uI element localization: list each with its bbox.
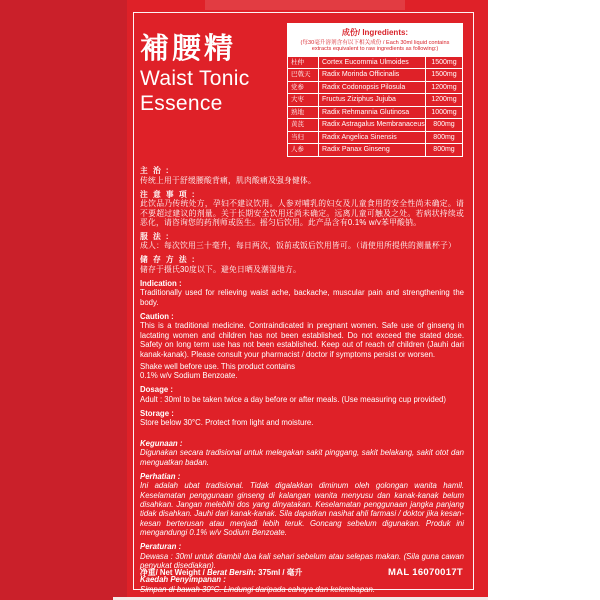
ingredient-name-chinese: 党参 [288,82,319,94]
section-caution-en [140,312,464,381]
section-heading: 服 法 : [140,231,171,241]
section-heading: Perhatian : [140,471,181,481]
ingredient-name-chinese: 巴戟天 [288,69,319,81]
table-row [288,93,462,106]
shake-well-line2: 0.1% w/v Sodium Benzoate. [140,371,238,381]
label-top-edge [205,0,405,10]
ingredient-amount: 1500mg [431,71,457,79]
table-row [288,81,462,94]
ingredients-subtitle-line1: (每30毫升溶剂含有以下相关成份 / Each 30ml liquid contains [300,39,450,46]
section-text: Store below 30°C. Protect from light and moisture. [140,418,314,428]
section-text: Traditionally used for relieving waist ache, backache, muscular pain and strengthening the body. [140,288,464,307]
ingredient-name-latin: Radix Codonopsis Pilosula [319,82,426,94]
section-text: 此饮品乃传统处方，孕妇不建议饮用。人参对哺乳的妇女及儿童食用的安全性尚未确定。请不要超过建议的剂量。关于长期安全饮用还尚未确定。远离儿童可触及之处。若病状持续或恶化，请咨询您的药剂师或医生。摇匀后饮用。此产品含有0.1% w/v苯甲酸钠。 [140,199,464,227]
ingredient-amount: 1000mg [431,108,457,116]
section-heading: Dosage : [140,385,173,395]
section-heading: Caution : [140,311,174,321]
ingredient-amount: 1500mg [431,58,457,66]
section-heading: 主 治 : [140,166,171,175]
section-heading: Peraturan : [140,542,182,552]
ingredient-amount: 800mg [433,121,455,129]
table-row [288,68,462,81]
ingredient-name-latin: Radix Angelica Sinensis [319,132,426,144]
section-text: Digunakan secara tradisional untuk melegakan sakit pinggang, sakit belakang, sakit otot dan menguatkan badan. [140,448,464,467]
product-title-english-line1: Waist Tonic [140,67,250,90]
ingredient-name-chinese: 杜仲 [288,57,319,69]
section-dosage-en [140,385,464,404]
table-row [288,106,462,119]
section-text: Adult : 30ml to be taken twice a day before or after meals. (Use measuring cup provided) [140,394,446,404]
ingredient-amount: 800mg [433,146,455,154]
ingredient-name-chinese: 大枣 [288,94,319,106]
section-indication-zh [140,166,464,185]
section-heading: Kegunaan : [140,438,183,448]
section-heading: 储 存 方 法 : [140,255,196,265]
ingredient-name-latin: Radix Rehmannia Glutinosa [319,107,426,119]
ingredient-name-chinese: 人参 [288,144,319,156]
section-dosage-zh [140,232,464,251]
net-weight-value: 375ml / 毫升 [255,568,303,577]
table-row [288,56,462,69]
section-storage-en [140,409,464,428]
product-title-english-line2: Essence [140,92,223,115]
label-body [140,166,464,599]
section-text: Ini adalah ubat tradisional. Tidak digalakkan diminum oleh golongan wanita hamil. Keselamatan penggunaan ginseng di kalangan wanita menyusu dan kanak-kanak belum disahkan. Jangan melebihi dos yang dinyatakan. Keselamatan penggunaan jangka panjang tidak disahkan. Jauhi dari kanak-kanak. Sila dapatkan nasihat ahli farmasi / doktor jika kesan-kesan berterusan atau menjadi lebih teruk. Goncang sebelum digunakan. Produk ini mengandungi 0.1% w/v Sodium Benzoate. [140,481,464,538]
net-weight-malay: Berat Bersih: [207,568,256,577]
product-title-english [140,66,250,116]
section-storage-zh [140,255,464,274]
table-row [288,118,462,131]
ingredients-table-header [288,24,462,56]
ingredients-title: 成份/ Ingredients: [341,28,409,37]
section-text: This is a traditional medicine. Contraindicated in pregnant women. Safe use of ginseng in lactating women and children has not been established. Do not exceed the stated dose. Safety on long term use has not been established. Keep out of reach of children (Jauhi dari kanak-kanak). Please consult your pharmacist / doctor if symptoms persist or worsen. [140,321,464,359]
label-footer [140,567,463,578]
section-heading: Kaedah Penyimpanan : [140,575,226,585]
label-left-edge [0,0,127,600]
shake-well-line1: Shake well before use. This product contains [140,361,296,371]
ingredients-subtitle-line2: extracts equivalent to raw ingredients as following:) [311,46,439,53]
net-weight [140,567,302,578]
section-indication-en [140,279,464,307]
ingredient-name-latin: Cortex Eucommia Ulmoides [319,57,426,69]
table-row [288,143,462,156]
section-text: 成人：每次饮用三十毫升，每日两次，饭前或饭后饮用皆可。（请使用所提供的测量杯子） [140,241,456,251]
section-text: Simpan di bawah 30°C. Lindungi daripada cahaya dan kelembapan. [140,584,376,594]
ingredient-name-latin: Fructus Ziziphus Jujuba [319,94,426,106]
ingredients-table [287,23,463,157]
section-extra-text [140,362,464,381]
ingredient-amount: 1200mg [431,83,457,91]
ingredient-amount: 800mg [433,133,455,141]
section-heading: 注 意 事 项 : [140,189,196,199]
ingredient-amount: 1200mg [431,96,457,104]
section-heading: Indication : [140,278,182,288]
section-heading: Storage : [140,408,174,418]
section-text: Dewasa : 30ml untuk diambil dua kali sehari sebelum atau selepas makan. (Sila guna cawan penyukat disediakan). [140,551,464,571]
ingredient-name-latin: Radix Astragalus Membranaceus [319,119,426,131]
section-caution-zh [140,190,464,228]
product-title-chinese: 補腰精 [140,33,237,65]
ingredient-name-chinese: 当归 [288,132,319,144]
registration-number: MAL 16070017T [387,567,463,578]
section-caution-ms [140,472,464,538]
ingredient-name-chinese: 熟地 [288,107,319,119]
section-text: 储存于摄氏30度以下。避免日晒及潮湿地方。 [140,264,302,274]
ingredient-name-chinese: 黄芪 [288,119,319,131]
table-row [288,131,462,144]
section-indication-ms [140,439,464,467]
ingredient-name-latin: Radix Morinda Officinalis [319,69,426,81]
net-weight-prefix: 净重/ Net Weight / [140,568,207,577]
ingredient-name-latin: Radix Panax Ginseng [319,144,426,156]
section-text: 传统上用于舒缓腰酸背痛，肌肉酸痛及强身健体。 [140,175,316,185]
